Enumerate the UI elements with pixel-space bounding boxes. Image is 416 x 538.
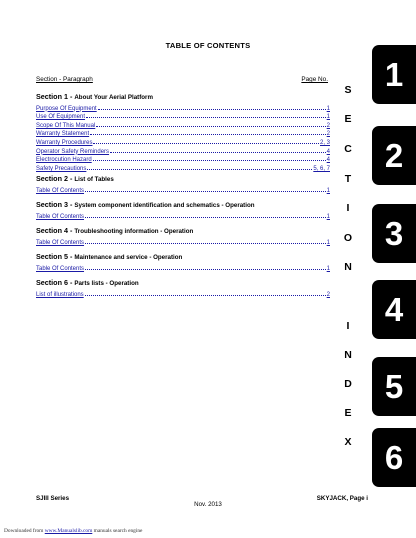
download-note-suffix: manuals search engine [92, 528, 143, 534]
dot-leader [85, 191, 326, 192]
section-tab-1[interactable]: 1 [372, 45, 416, 104]
toc-page-number: 1 [326, 105, 330, 112]
manualslib-link[interactable]: www.Manualslib.com [44, 528, 93, 534]
toc-link-scope-of-this-manual[interactable] [36, 120, 330, 129]
toc-section-2 [36, 174, 330, 194]
section-title [36, 252, 330, 261]
section-tab-4[interactable]: 4 [372, 280, 416, 339]
toc-link-safety-precautions[interactable] [36, 163, 330, 172]
toc-page-number: 4 [326, 148, 330, 155]
toc-page-number: 4 [326, 157, 330, 164]
footer-page: SKYJACK, Page i [316, 495, 368, 502]
section-name: System component identification and schematics - Operation [74, 202, 255, 209]
dot-leader [96, 126, 325, 127]
section-name: Parts lists - Operation [74, 280, 139, 287]
dot-leader [110, 152, 326, 153]
section-title [36, 174, 330, 183]
vertical-letter: X [344, 436, 352, 448]
vertical-letter: C [344, 143, 352, 155]
vertical-letter: N [344, 349, 352, 361]
section-tab-6[interactable]: 6 [372, 428, 416, 487]
footer-date: Nov. 2013 [194, 501, 222, 508]
toc-page-number: 1 [326, 213, 330, 220]
dot-leader [86, 117, 326, 118]
download-note [4, 528, 142, 534]
toc-link-section-2-contents[interactable] [36, 185, 330, 194]
section-title [36, 200, 330, 209]
column-header-page: Page No. [301, 76, 328, 83]
section-tab-3[interactable]: 3 [372, 204, 416, 263]
dot-leader [93, 160, 326, 161]
toc-entry-label: List of illustrations [36, 291, 84, 298]
section-tab-5[interactable]: 5 [372, 357, 416, 416]
section-tab-2[interactable]: 2 [372, 126, 416, 185]
vertical-letter: E [344, 407, 352, 419]
section-name: About Your Aerial Platform [74, 94, 153, 101]
toc-entry-label: Warranty Procedures [36, 139, 93, 146]
section-number: Section 5 - [36, 252, 75, 261]
toc-page-number: 1 [326, 265, 330, 272]
section-title [36, 92, 330, 101]
dot-leader [85, 217, 326, 218]
toc-link-section-3-contents[interactable] [36, 211, 330, 220]
toc-link-section-5-contents[interactable] [36, 263, 330, 272]
toc-link-list-of-illustrations[interactable] [36, 289, 330, 298]
toc-link-purpose-of-equipment[interactable] [36, 103, 330, 112]
toc-link-operator-safety-reminders[interactable] [36, 146, 330, 155]
dot-leader [87, 169, 312, 170]
toc-entry-label: Safety Precautions [36, 165, 87, 172]
section-title [36, 278, 330, 287]
vertical-letter: O [343, 232, 353, 244]
section-title [36, 226, 330, 235]
column-headers [36, 76, 328, 86]
toc-entry-label: Table Of Contents [36, 239, 85, 246]
toc-link-section-4-contents[interactable] [36, 237, 330, 246]
page-title: TABLE OF CONTENTS [165, 41, 251, 50]
section-number: Section 6 - [36, 278, 75, 287]
toc-link-use-of-equipment[interactable] [36, 112, 330, 121]
toc-section-5 [36, 252, 330, 272]
toc-entry-label: Purpose Of Equipment [36, 105, 97, 112]
vertical-letter: D [344, 378, 352, 390]
section-number: Section 1 - [36, 92, 75, 101]
toc-link-warranty-procedures[interactable] [36, 137, 330, 146]
dot-leader [98, 109, 326, 110]
section-name: Maintenance and service - Operation [74, 254, 183, 261]
dot-leader [85, 243, 326, 244]
dot-leader [85, 269, 326, 270]
toc-entry-label: Scope Of This Manual [36, 122, 96, 129]
dot-leader [85, 295, 326, 296]
section-name: Troubleshooting information - Operation [74, 228, 194, 235]
toc-section-6 [36, 278, 330, 298]
toc-entry-label: Table Of Contents [36, 187, 85, 194]
toc-section-4 [36, 226, 330, 246]
toc-entry-label: Warranty Statement [36, 131, 90, 138]
toc-page-number: 1 [326, 114, 330, 121]
toc-entry-label: Table Of Contents [36, 265, 85, 272]
toc-entry-label: Use Of Equipment [36, 114, 86, 121]
toc-entry-label: Operator Safety Reminders [36, 148, 110, 155]
toc-page-number: 1 [326, 187, 330, 194]
section-name: List of Tables [74, 176, 114, 183]
toc-section-3 [36, 200, 330, 220]
dot-leader [90, 134, 326, 135]
vertical-letter: I [346, 320, 350, 332]
vertical-letter: N [344, 261, 352, 273]
section-number: Section 4 - [36, 226, 75, 235]
download-note-prefix: Downloaded from [4, 528, 45, 534]
toc-section-1 [36, 92, 330, 172]
toc-page-number: 2 [326, 291, 330, 298]
vertical-letter: S [344, 84, 352, 96]
toc-page-number: 2 [326, 122, 330, 129]
footer-series: SJIII Series [36, 495, 70, 502]
toc-link-warranty-statement[interactable] [36, 129, 330, 138]
column-header-section: Section - Paragraph [36, 76, 93, 83]
toc-page-number: 2 [326, 131, 330, 138]
toc-entry-label: Electrocution Hazard [36, 157, 92, 164]
toc-link-electrocution-hazard[interactable] [36, 155, 330, 164]
toc-entry-label: Table Of Contents [36, 213, 85, 220]
toc-page-number: 1 [326, 239, 330, 246]
dot-leader [93, 143, 319, 144]
toc-page-number: 2, 3 [319, 139, 330, 146]
toc-page-number: 5, 6, 7 [313, 165, 330, 172]
vertical-letter: I [346, 202, 350, 214]
section-number: Section 3 - [36, 200, 75, 209]
section-number: Section 2 - [36, 174, 75, 183]
vertical-letter: E [344, 113, 352, 125]
vertical-letter: T [344, 173, 352, 185]
